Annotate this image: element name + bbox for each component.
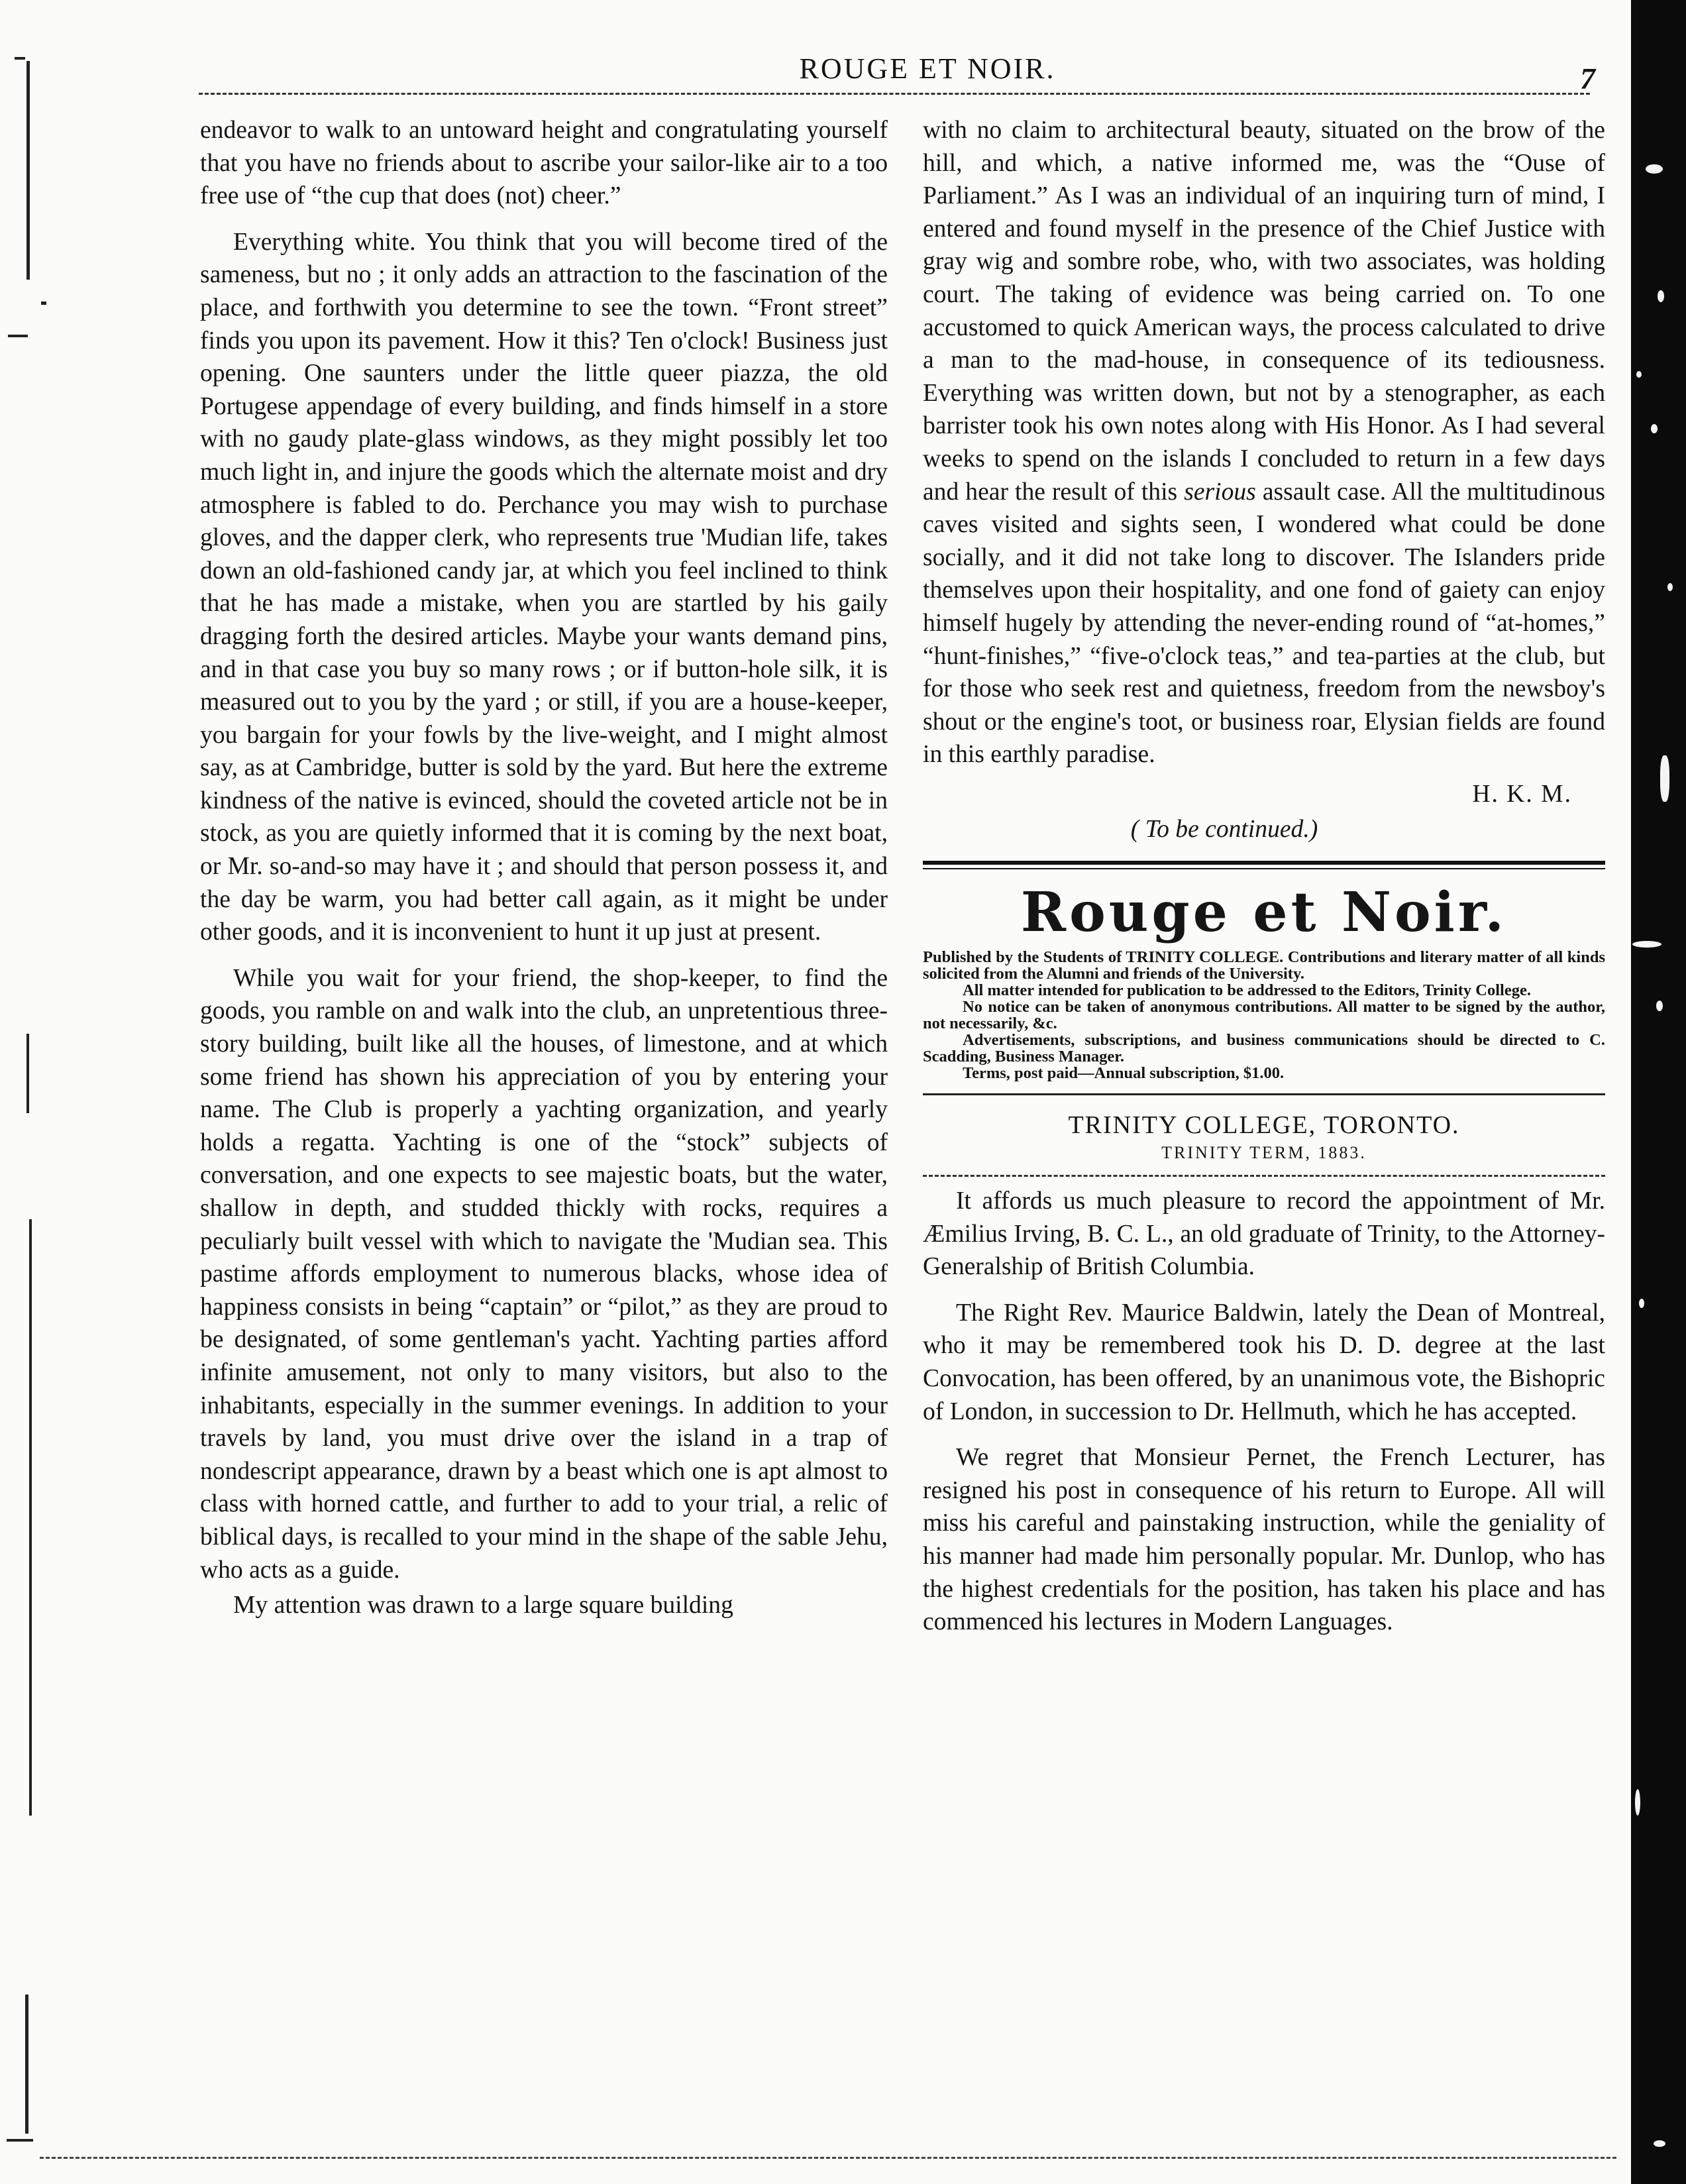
news-item: It affords us much pleasure to record the appointment of Mr. Æmilius Irving, B. C. L., an old graduate of Trinity, to the Attorney-Generalship of British Columbia.	[923, 1187, 1605, 1281]
notice-line: Advertisements, subscriptions, and business communications should be directed to C. Scadding, Business Manager.	[923, 1031, 1605, 1066]
right-column	[923, 114, 1605, 1639]
notice-line: No notice can be taken of anonymous contributions. All matter to be signed by the author, not necessarily, &c.	[923, 998, 1605, 1033]
article-paragraph: My attention was drawn to a large square building	[233, 1592, 733, 1619]
scan-edge-shadow	[1631, 0, 1686, 2184]
article-italic-word: serious	[1184, 478, 1256, 506]
article-text: with no claim to architectural beauty, situated on the brow of the hill, and which, a native informed me, was the “Ouse of Parliament.” As I was an individual of an inquiring turn of mind, I entered and found myself in the presence of the Chief Justice with gray wig and sombre robe, who, with two associates, was holding court. The taking of evidence was being carried on. To one accustomed to quick American ways, the process calculated to drive a man to the mad-house, in consequence of its tediousness. Everything was written down, but not by a stenographer, as each barrister took his own notes along with His Honor. As I had several weeks to spend on the islands I concluded to return in a few days and hear the result of this	[923, 117, 1605, 506]
article-paragraph: endeavor to walk to an untoward height and congratulating yourself that you have no friends about to ascribe your sailor-like air to a too free use of “the cup that does (not) cheer.”	[200, 117, 888, 210]
section-rule	[923, 1175, 1605, 1177]
header-rule	[199, 93, 1590, 95]
article-paragraph: Everything white. You think that you will become tired of the sameness, but no ; it only adds an attraction to the fascination of the place, and forthwith you determine to see the town. “Front street” finds you upon its pavement. How it this? Ten o'clock! Business just opening. One saunters under the little queer piazza, the old Portugese appendage of every building, and finds himself in a store with no gaudy plate-glass windows, as they might possibly let too much light in, and injure the goods which the alternate moist and dry atmosphere is fabled to do. Perchance you may wish to purchase gloves, and the dapper clerk, who represents true 'Mudian life, takes down an old-fashioned candy jar, at which you feel inclined to think that he has made a mistake, when you are startled by his gaily dragging forth the desired articles. Maybe your wants demand pins, and in that case you buy so many rows ; or if button-hole silk, it is measured out to you by the yard ; or still, if you are a house-keeper, you bargain for your fowls by the live-weight, and I might almost say, as at Cambridge, butter is sold by the yard. But here the extreme kindness of the native is evinced, should the coveted article not be in stock, as you are quietly informed that it is coming by the next boat, or Mr. so-and-so may have it ; and should that person possess it, and the day be warm, you had better call again, as it might be under other goods, and it is inconvenient to hunt it up just at present.	[200, 228, 888, 946]
news-item: We regret that Monsieur Pernet, the French Lecturer, has resigned his post in consequence of his return to Europe. All will miss his careful and painstaking instruction, while the geniality of his manner had made him personally popular. Mr. Dunlop, who has the highest credentials for the position, has taken his place and has commenced his lectures in Modern Languages.	[923, 1444, 1605, 1636]
left-column	[200, 114, 888, 1622]
author-signature: H. K. M.	[1472, 780, 1572, 808]
section-rule	[923, 1093, 1605, 1095]
footer-rule	[40, 2157, 1616, 2159]
article-paragraph-continued	[923, 114, 1605, 771]
notice-line: All matter intended for publication to be addressed to the Editors, Trinity College.	[963, 981, 1531, 1000]
article-paragraph: While you wait for your friend, the shop-keeper, to find the goods, you ramble on and walk into the club, an unpretentious three-story building, built like all the houses, of limestone, and at which some friend has shown his appreciation of you by entering your name. The Club is properly a yachting organization, and yearly holds a regatta. Yachting is one of the “stock” subjects of conversation, and one expects to see majestic boats, but the water, shallow in depth, and studded thickly with rocks, requires a peculiarly built vessel with which to navigate the 'Mudian sea. This pastime affords employment to numerous blacks, whose idea of happiness consists in being “captain” or “pilot,” as they are proud to be designated, of some gentleman's yacht. Yachting parties afford infinite amusement, not only to many visitors, but also to the inhabitants, especially in the summer evenings. In addition to your travels by land, you must drive over the island in a trap of nondescript appearance, drawn by a beast which one is apt almost to class with horned cattle, and further to add to your trial, a relic of biblical days, is recalled to your mind in the shape of the sable Jehu, who acts as a guide.	[200, 964, 888, 1584]
continued-note: ( To be continued.)	[1130, 816, 1318, 844]
running-title: ROUGE ET NOIR.	[799, 52, 1056, 85]
masthead-title: Rouge et Noir.	[1020, 881, 1508, 945]
news-section	[923, 1185, 1605, 1639]
news-item: The Right Rev. Maurice Baldwin, lately the Dean of Montreal, who it may be remembered took his D. D. degree at the last Convocation, has been offered, by an unanimous vote, the Bishopric of London, in succession to Dr. Hellmuth, which he has accepted.	[923, 1299, 1605, 1425]
left-margin-scan-marks	[0, 0, 73, 2184]
notice-line: Terms, post paid—Annual subscription, $1.00.	[963, 1064, 1285, 1083]
article-text: assault case. All the multitudinous caves visited and sights seen, I wondered what could be done socially, and it did not take long to discover. The Islanders pride themselves upon their hospitality, and one fond of gaiety can enjoy himself hugely by attending the never-ending round of “at-homes,” “hunt-finishes,” “five-o'clock teas,” and tea-parties at the club, but for those who seek rest and quietness, freedom from the newsboy's shout or the engine's toot, or business roar, Elysian fields are found in this earthly paradise.	[923, 478, 1605, 769]
college-heading: TRINITY COLLEGE, TORONTO.	[1068, 1111, 1460, 1140]
term-heading: TRINITY TERM, 1883.	[1161, 1143, 1367, 1163]
masthead-rule	[923, 861, 1605, 869]
page-number: 7	[1580, 62, 1595, 95]
notice-line: Published by the Students of TRINITY COLLEGE. Contributions and literary matter of all kinds solicited from the Alumni and friends of the University.	[923, 948, 1605, 983]
publisher-notice	[923, 949, 1605, 1081]
